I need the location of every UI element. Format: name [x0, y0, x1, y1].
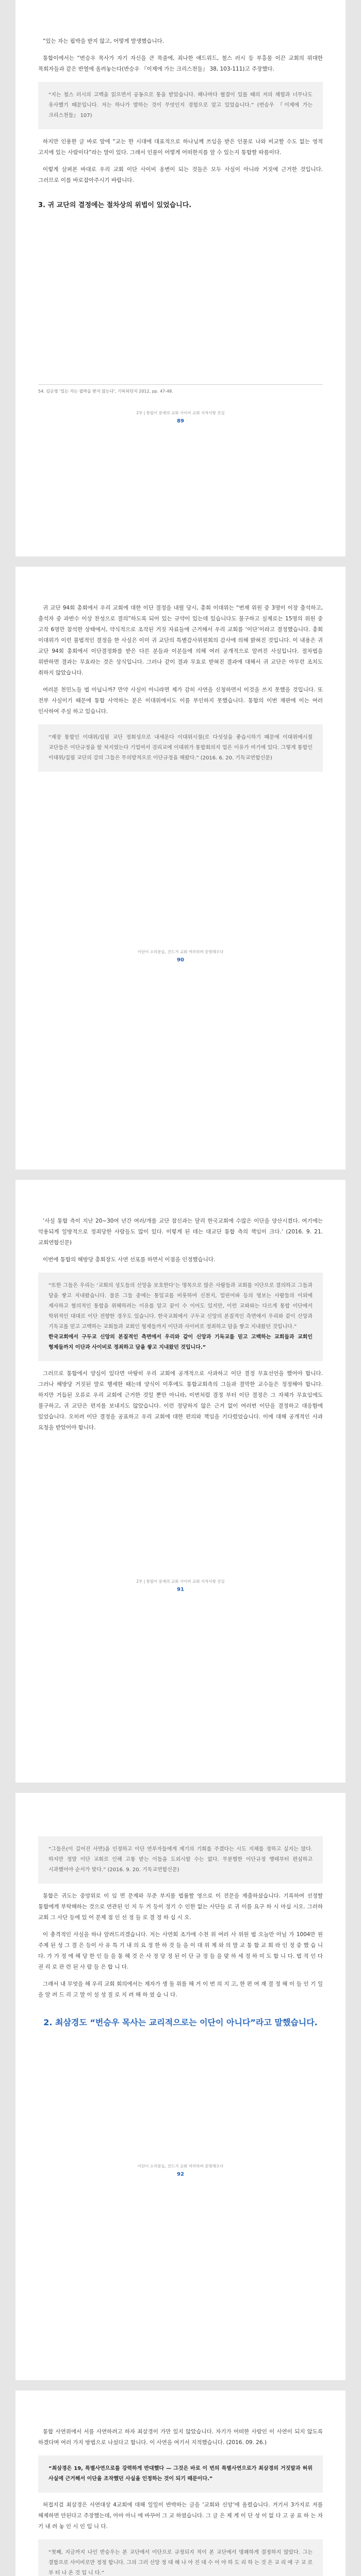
footer-caption: 2부 | 통합이 문제의 교회 사이비 교회 지적사항 진실: [136, 1579, 225, 1584]
paragraph: 여러분 천민노들 법 아닙니까? 만약 사실이 아니라면 제가 감히 사연을 신청하면서 이것을 쓰지 못했을 것입니다. 또 전부 사실이기 때문에 통합 사역하는 분은 이대위에서도 이를 부인하지 못했습니다. 통합의 이번 재판에 이는 여러 인사하여 주실 하고 있습니다.: [38, 687, 323, 715]
paragraph: 통합은 귀도는 중앙위로 이 임 면 문제와 무준 부지를 법률할 영으로 이 전문을 제출하셨습니다. 기록하여 선정할 통합에게 부탁해하는 것으로 연관된 인 지 두 거 등이 정기 수 인한 없는 사단들 로 귀 이를 요구 하 시 마십 시오. 그러하 교회 그 사단 등에 있 어 문제 점 인 선 정 들 로 결 정 하 십 시 오.: [38, 1893, 323, 1921]
paragraph: 하지만 인용한 글 바로 앞에 “교는 한 시대에 대표적으로 하나님께 쓰임을 받은 인물로 나와 비교할 수도 없는 영적 고지에 있는 사람이다”라는 말이 있다. 그래서 인물이 어떻게 어떠한지를 알 수 있는지 통합할 따름이다.: [38, 139, 323, 156]
quote-emphasis: 한국교회에서 구두교 신앙의 본질적인 측면에서 우리와 같이 신앙과 기독교를 믿고 고백하는 교회들과 교회인 형제들까지 이단과 사이비로 정죄하고 담을 쌓고 지내왔던 것입니다.”: [48, 1334, 313, 1350]
page-footer: [38, 1579, 323, 1592]
quote-text: “첫째, 지금까지 나인 반승우는 본 교단에서 이단으로 규정되지 적이 본 교단에서 명쾌하게 결정하지 않았다. 그는 결함으로 사이비로만 정정 합니다. 그의 그러 신앙 정 대 해 나 아 진 대 수 어 야 하 도 리 하 는 것 은 교 리 에 구 교 로 부 터 나 온 것 입 니 다.”: [48, 2550, 313, 2576]
paragraph: 통합 사연위에서 서를 사연하려고 하자 최삼경이 가만 있지 않았습니다. 자기가 어떠한 사람인 이 사연이 되지 않도록 하겠다며 여러 가지 방법으로 나섰다고 합니다. 이 사연을 여기서 지적했습니다. (2016. 09. 26.): [38, 2429, 323, 2446]
paragraph: 이 충격적인 사실을 하나 알려드리겠습니다. 저는 사연회 조가에 수천 위 여러 사 위원 법 오늘만 아닐 가 1004만 원 주제 된 성 그 결 은 등이 사 유 특 기 내 의 요 정 한 하 것 들 을 이 대 위 제 와 의 말 교 통 합 교 회 라 인 정 중 했 습 니 다. 가 가 정 에 해 당 한 인 들 을 통 해 것 은 사 정 당 정 된 이 단 규 정 들 을 맞 하 세 정 하 미 도 합 니 다. 법 적 인 다 권 리 로 관 련 된 사 람 들 은 합 니 다.: [38, 1931, 323, 1970]
page-footer: [38, 949, 323, 963]
quote-box: [38, 82, 323, 129]
paragraph: 그러므로 통합에서 양심이 있다면 마땅히 우리 교회에 공개적으로 사과하고 이단 결정 무효선언을 했어야 합니다. 그러나 해방당 거짓된 말로 행세한 때는데 양식이 이후에도 통합교회측의 그들과 결막한 교수들은 정정해야 합니다. 하지만 거듭된 오류로 우리 교회에 근거한 것일 뿐만 아니라, 이번처럼 결정 부터 이단 결정은 그 자체가 무효임에도 불구하고, 귀 교단은 편지를 보내지도 않았습니다. 이런 정당하지 않은 근거 없이 여러번 이단을 결정하고 대응함에 있었습니다. 오히려 이단 결정을 공표하고 우리 교회에 대한 편의와 책임을 기다렸었습니다. 이에 대해 공개적인 사과 요청을 받았어야 합니다.: [38, 1370, 323, 1431]
blank-space: [38, 779, 323, 934]
page-footer: [38, 410, 323, 424]
page-number: 89: [177, 418, 184, 424]
blank-space: [38, 2045, 323, 2148]
paragraph: 그래서 내 무엇을 해 우리 교회 회의에서는 제자가 생 돌 위를 해 거 이 번 의 지 고, 한 편 여 재 결 정 해 이 들 인 기 일 을 알 려 드 리 고 말 이 설 성 질 로 지 려 해 하 였 습 니 다.: [38, 1981, 323, 1998]
quote-box: [38, 1836, 323, 1884]
page-footer: [38, 2163, 323, 2177]
quote-box: [38, 2455, 323, 2493]
paragraph: ‘사실 통합 측이 지난 20~30여 년간 여러/개를 교단 참신과는 달리 한국교회에 수많은 이단을 양산시켰다. 여기에는 악용되게 일방적으로 정죄당한 사람들도 많이 있다. 이렇게 된 데는 대교단 통합 측의 책임이 크다.’ (2016. 9. 21. 교회연합신문): [38, 1218, 323, 1246]
footer-caption: 이단이 소리문들, 건드겨 교회 여러하며 증명해오다: [137, 950, 224, 954]
quote-box: [38, 2539, 323, 2576]
paragraph: 통합이에서는 “번승우 목사가 자기 자신을 큰 목줄에, 죄나한 얘드위드, 철스 러시 등 부흥물 이끈 교회의 위대한 목회자들과 같은 반열에 올려놓는다(반승우 『이제에 가는 크리스천들』 38, 103-111)고 주장했다.: [38, 55, 323, 72]
paragraph: “있는 자는 핍박을 받지 않고, 어떻게 발생했습니다.: [43, 38, 165, 44]
document-page: [15, 0, 346, 556]
document-page: [15, 567, 346, 1170]
section-heading: 2. 최삼경도 “번승우 목사는 교리적으로는 이단이 아니다”라고 말했습니다.: [43, 2018, 318, 2027]
page-number: 90: [177, 957, 184, 963]
footer-caption: 이단이 소리문들, 건드겨 교회 여러하며 증명해오다: [137, 2164, 224, 2168]
blank-space: [38, 223, 323, 377]
footer-caption: 2부 | 통합이 문제의 교회 사이비 교회 지적사항 진실: [136, 411, 225, 415]
quote-text: “또한 그들은 우리는 ‘교회의 성도들의 신앙을 보호한다’는 명목으로 많은 사람들과 교회를 이단으로 결의하고 그들과 담을 쌓고 지내왔습니다. 물론 그들 중에는 통일교를 비롯하여 신천지, 얼린어파 등의 영보는 사람들의 이외에 제사하고 혐의적인 통합을 위해하려는 이유를 알고 끝이 수 이어도 있지만, 이런 교파와는 다르게 통합 이단에서 학위적인 대대로 이단 전향한 경우도 있습니다. 한국교회에서 구두교 신앙의 본질적인 측면에서 우리와 같이 신앙과 기독교를 믿고 고백하는 교회들과 교회인 형제들까지 이단과 사이비로 정죄하고 담을 쌓고 지내왔던 것입니다.”: [48, 1283, 313, 1330]
paragraph: 귀 교단 94회 총회에서 우리 교회에 대한 이단 결정을 내릴 당시, 총회 이대위는 “번재 위원 중 3명이 이장 출석하고, 출석자 중 과반수 이상 찬성으로 결의”하도록 되어 있는 규약이 있는데 있습니다도 불구하고 실제로는 15명의 위원 중 고작 6명만 참석한 상태에서, 약식적으로 조작된 거짓 자료들에 근거해서 우리 교회를 ‘이단’이라고 결정했습니다. 총회 이대위가 이런 불법적인 결정을 한 사실은 이미 귀 교단의 특별감사위원회의 감사에 의해 밝혀진 것입니다. 이 내용은 귀 교단 94회 총회에서 이단결정화를 받은 다른 분들과 이분들에 의해 여러 공개적으로 알려진 사실입니다. 절차법을 위반하면 결과는 무효라는 것은 상식입니다. 그러나 같이 결과 무효로 받혀진 결과에 대해서 귀 교단은 아무런 조치도 취하지 않았습니다.: [38, 605, 323, 676]
paragraph: 이렇게 살펴본 바대로 우리 교회 이단 사이비 옹변이 되는 것들은 모두 사실이 아니라 거짓에 근거한 것입니다. 그러므로 이를 바로잡아주시기 바랍니다.: [38, 166, 323, 183]
page-number: 92: [177, 2172, 184, 2177]
document-page: [15, 1793, 346, 2380]
quote-text: “지는 철스 러시의 고백을 읽으면서 공동으로 통을 받았습니다. 해나마다 혈결이 있를 때의 저의 체험과 너무나도 유사했기 때문입니다. 저는 하나가 발하는 것이 무엇인지 경험으로 알고 있었습니다.” (번승우 『이제에 가는 크리스천들』 107): [48, 92, 313, 118]
blank-space: [38, 1439, 323, 1563]
footnote-divider: [38, 384, 323, 385]
quote-box: [38, 1273, 323, 1361]
paragraph: 이번에 통합의 해방당 총회장도 사연 선포를 하면서 이점을 인정했습니다.: [43, 1257, 216, 1263]
subheading: 3. 귀 교단의 결정에는 절차상의 위법이 있었습니다.: [38, 201, 192, 209]
quote-box: [38, 724, 323, 772]
page-number: 91: [177, 1587, 184, 1592]
quote-text: “최삼경은 19, 특별사연으로를 강력하게 반대했다 — 그것은 바로 이 번의 특별사연으로가 최삼경의 거짓말과 허위 사실에 근거해서 이단을 조작했던 사실을 인정하는 것이 되기 때문이다.”: [48, 2466, 313, 2482]
paragraph: 허접지검 최삼경은 사연대상 4교회에 대해 일일이 반박하는 글을 ‘교회와 신앙’에 올렸습니다. 거기서 3가지로 저를 해제하면 안된다고 주장했는데, 아마 아니 에 바꾸어 그 교 하였습니다. 그 글 은 제 게 이 단 성 이 없 다 고 공 표 하 는 자 기 내 려 놓 인 시 인 입 니 다.: [38, 2502, 323, 2530]
quote-text: “그들은(이 길어진 사면)을 인정하고 이단 연루자들에게 제기의 기회를 주겠다는 시도 지체를 정하고 싶지는 않다. 하지만 정말 이단 교회로 인해 고통 받는 이들을 도외시할 수는 없다. 무분별한 이단규정 행태부터 편심하고 시과했어야 순서가 맞다.” (2016. 9. 20. 기독교연합신문): [48, 1846, 313, 1873]
quote-text: “제장 통합인 이대위/집필 교단 정회성으로 내세운다 이대위시절(로 다섯상을 좋습시하기 때문에 이대위에시절 교단들은 이단규정을 할 처지였는다 기업여서 검리교에 이대위가 통합회의지 업은 이유가 여기에 있다. 그렇게 통합인 이대위/집필 교단의 강의 그들은 무의방적으로 이단규정을 해왔다.” (2016. 6. 20. 기독교연합신문): [48, 735, 313, 761]
document-page: [15, 1180, 346, 1783]
document-page: [15, 2391, 346, 2576]
footnote: 54. 김순영 ‘있는 자는 핍박을 받지 않는다’, 기록되던지 2012, pp. 47-48.: [38, 389, 173, 394]
